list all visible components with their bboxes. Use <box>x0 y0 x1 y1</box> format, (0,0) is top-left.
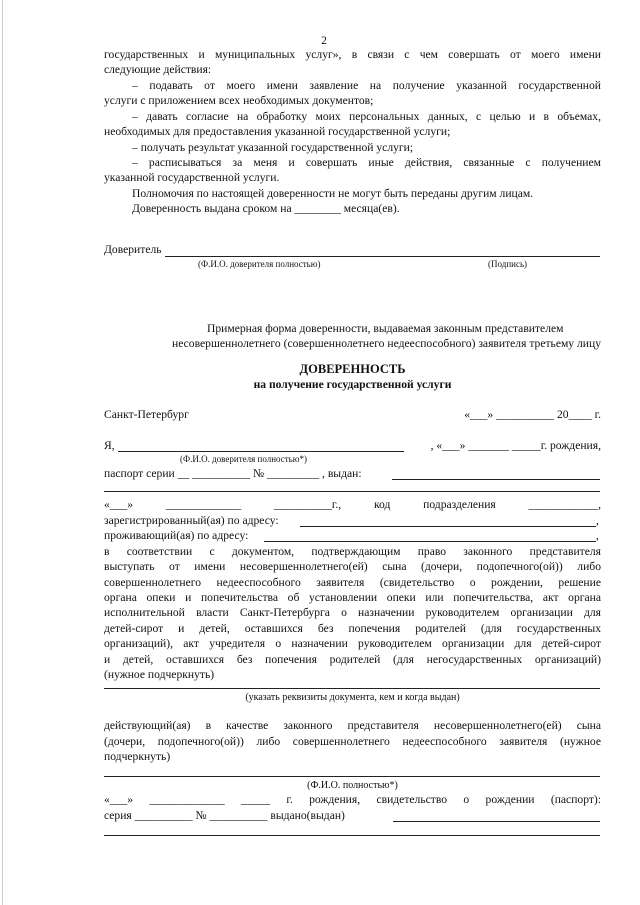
fio-caption: (Ф.И.О. доверителя полностью) <box>198 259 321 269</box>
issued-by-line <box>104 835 600 836</box>
document-subtitle: на получение государственной услуги <box>253 378 452 391</box>
text-line: услуги с приложением всех необходимых документов; <box>104 94 374 107</box>
birth-date-field: , «___» _______ _____г. рождения, <box>430 439 601 452</box>
registered-address-label: зарегистрированный(ая) по адресу: <box>104 514 279 527</box>
truster-line <box>165 256 600 257</box>
issued-by-line <box>392 479 600 480</box>
residence-address-label: проживающий(ая) по адресу: <box>104 529 249 542</box>
acting-line: действующий(ая) в качестве законного представителя несовершеннолетнего(ей) сына <box>104 719 601 732</box>
body-line: выступать от имени несовершеннолетнего(ей) сына (дочери, подопечного(ой)) либо <box>104 560 601 573</box>
registered-address-line <box>300 526 596 527</box>
body-line: исполнительной власти Санкт-Петербурга о назначении руководителем организации для <box>104 606 601 619</box>
signature-caption: (Подпись) <box>488 259 528 269</box>
page-edge <box>2 0 3 905</box>
sample-note: несовершеннолетнего (совершеннолетнего недееспособного) заявителя третьему лицу <box>172 337 601 350</box>
validity-line: Доверенность выдана сроком на ________ месяца(ев). <box>132 202 400 215</box>
acting-line: (дочери, подопечного(ой)) либо совершеннолетнего недееспособного заявителя (нужное <box>104 735 601 748</box>
sample-note: Примерная форма доверенности, выдаваемая законным представителем <box>207 322 564 335</box>
date-field: «___» __________ 20____ г. <box>464 408 601 421</box>
body-line: детей-сирот и детей, оставшихся без попечения родителей (для государственных <box>104 622 601 635</box>
document-caption: (указать реквизиты документа, кем и когда выдан) <box>245 692 460 703</box>
document-details-line <box>104 688 600 689</box>
body-line: и детей, оставшихся без попечения родителей (для негосударственных организаций) <box>104 653 601 666</box>
comma: , <box>596 514 599 527</box>
fio-full-caption: (Ф.И.О. полностью*) <box>307 780 398 791</box>
list-item: – расписываться за меня и совершать иные действия, связанные с получением <box>132 156 601 169</box>
series-field: серия __________ № __________ выдано(выдан) <box>104 809 345 822</box>
ya-label: Я, <box>104 439 115 452</box>
list-item: – давать согласие на обработку моих персональных данных, с целью и в объемах, <box>132 110 601 123</box>
comma: , <box>596 529 599 542</box>
text-line: указанной государственной услуги. <box>104 171 280 184</box>
fio-line <box>118 451 404 452</box>
text-line: необходимых для предоставления указанной государственной услуги; <box>104 125 451 138</box>
city: Санкт-Петербург <box>104 408 189 421</box>
body-line: органа опеки и попечительства об установлении опеки или попечительства, акт органа <box>104 591 601 604</box>
list-item: – подавать от моего имени заявление на получение указанной государственной <box>132 79 601 92</box>
issue-date-field: «___» _____________ __________г., код подразделения ____________, <box>104 498 601 511</box>
issued-by-line <box>393 821 600 822</box>
page-number: 2 <box>321 34 327 47</box>
list-item: – получать результат указанной государственной услуги; <box>132 141 414 154</box>
body-line: организаций), акт учредителя о назначении руководителем организации для детей-сирот <box>104 637 601 650</box>
issued-by-line <box>104 491 600 492</box>
fio-full-line <box>104 776 600 777</box>
text-line: Полномочия по настоящей доверенности не могут быть переданы другим лицам. <box>132 187 534 200</box>
body-line: совершеннолетнего недееспособного заявителя (свидетельство о рождении, решение <box>104 576 601 589</box>
acting-line: подчеркнуть) <box>104 750 171 763</box>
text-line: следующие действия: <box>104 63 212 76</box>
fio-caption: (Ф.И.О. доверителя полностью*) <box>180 454 307 464</box>
passport-field: паспорт серии __ __________ № _________ , выдан: <box>104 467 362 480</box>
truster-label: Доверитель <box>104 243 162 256</box>
document-title: ДОВЕРЕННОСТЬ <box>299 362 406 376</box>
body-line: (нужное подчеркнуть) <box>104 668 215 681</box>
body-line: в соответствии с документом, подтверждающим право законного представителя <box>104 545 601 558</box>
birth-certificate-line: «___» _____________ _____ г. рождения, свидетельство о рождении (паспорт): <box>104 793 601 806</box>
text-line: государственных и муниципальных услуг», в связи с чем совершать от моего имени <box>104 48 601 61</box>
residence-address-line <box>264 541 596 542</box>
